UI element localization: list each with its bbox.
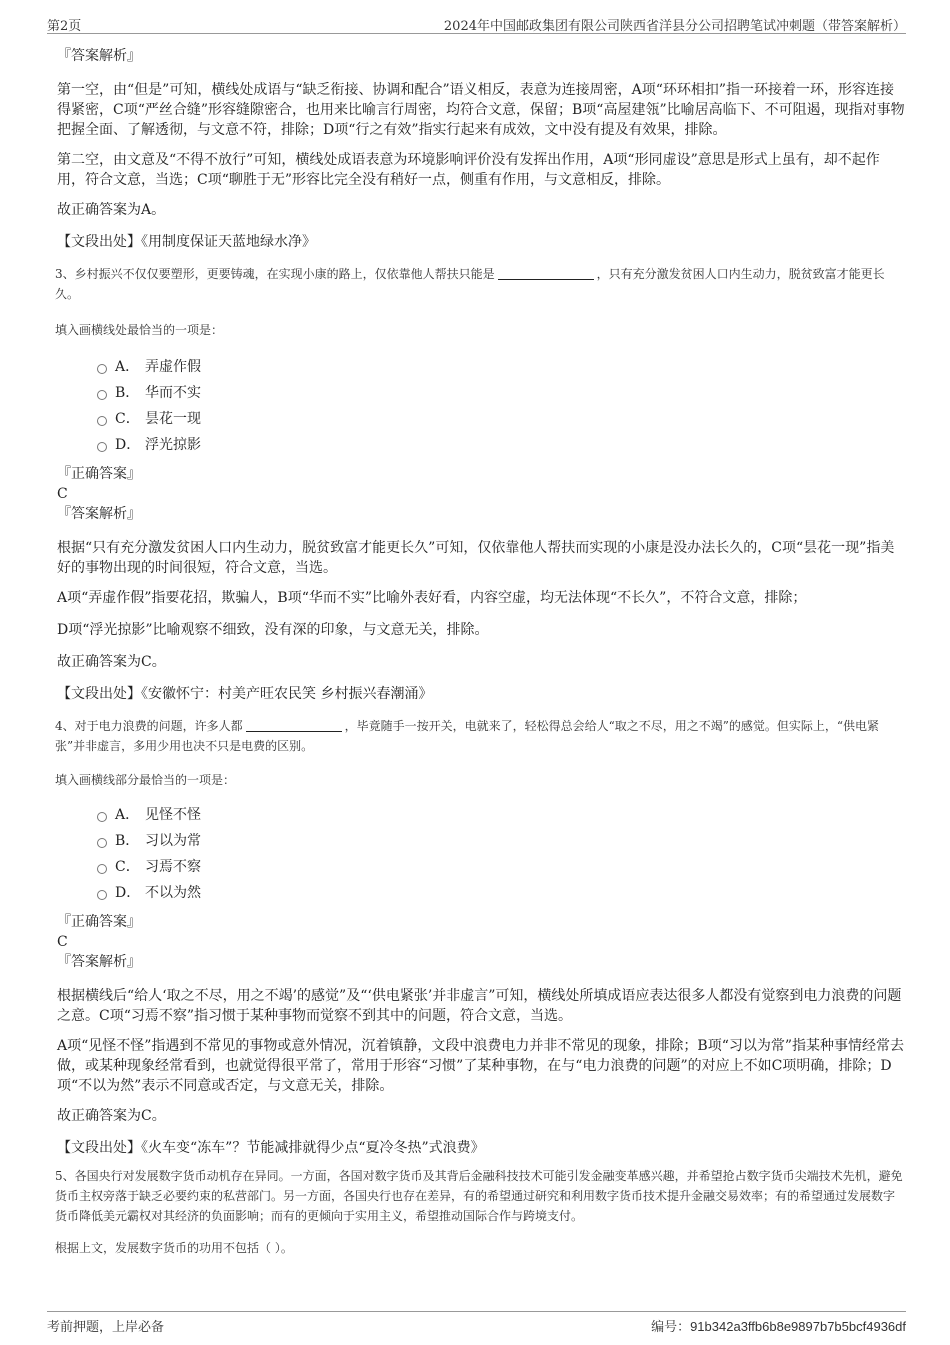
q4-option-a[interactable]: A． 见怪不怪 <box>97 802 906 828</box>
radio-icon[interactable] <box>97 442 107 452</box>
q3-correct-answer: C <box>57 486 68 502</box>
q3-analysis-para2: A项“弄虚作假”指要花招，欺骗人，B项“华而不实”比喻外表好看，内容空虚，均无法体现“不长久”，不符合文意，排除； <box>57 590 807 606</box>
q3-answer-blank <box>498 266 594 280</box>
q2-analysis-para2: 第二空，由文意及“不得不放行”可知，横线处成语表意为环境影响评价没有发挥出作用，A项“形同虚设”意思是形式上虽有，却不起作用，符合文意，当选；C项“聊胜于无”形容比完全没有稍好一点，侧重有作用，与文意相反，排除。 <box>57 152 880 188</box>
q4-options <box>97 802 906 906</box>
q4-stem: 4、对于电力浪费的问题，许多人都 ，毕竟随手一按开关，电就来了，轻松得总会给人“取之不尽，用之不竭”的感觉。但实际上，“供电紧张”并非虚言，多用少用也决不只是电费的区别。 <box>55 719 880 753</box>
radio-icon[interactable] <box>97 364 107 374</box>
q4-answer-blank <box>246 718 342 732</box>
q5-prompt: 根据上文，发展数字货币的功用不包括（ ）。 <box>55 1241 293 1255</box>
q5-stem: 5、各国央行对发展数字货币动机存在异同。一方面，各国对数字货币及其背后金融科技技术可能引发金融变革感兴趣，并希望抢占数字货币尖端技术先机，避免货币主权旁落于缺乏必要约束的私营部门。另一方面，各国央行也存在差异，有的希望通过研究和利用数字货币技术提升金融交易效率；有的希望通过发展数字货币降低美元霸权对其经济的负面影响；而有的更倾向于实用主义，希望推动国际合作与跨境支付。 <box>55 1169 903 1223</box>
q4-analysis-para2: A项“见怪不怪”指遇到不常见的事物或意外情况，沉着镇静，文段中浪费电力并非不常见的现象，排除；B项“习以为常”指某种事情经常去做，或某种现象经常看到，也就觉得很平常了，常用于形容“习惯”了某种事物，在与“电力浪费的问题”的对应上不如C项明确，排除；D项“不以为然”表示不同意或否定，与文意无关，排除。 <box>57 1038 905 1094</box>
document-title: 2024年中国邮政集团有限公司陕西省洋县分公司招聘笔试冲刺题（带答案解析） <box>443 19 906 34</box>
radio-icon[interactable] <box>97 890 107 900</box>
q3-analysis-para1: 根据“只有充分激发贫困人口内生动力，脱贫致富才能更长久”可知，仅依靠他人帮扶而实现的小康是没办法长久的，C项“昙花一现”指美好的事物出现的时间很短，符合文意，当选。 <box>57 540 895 576</box>
q4-analysis-label: 『答案解析』 <box>57 954 141 970</box>
q3-option-a[interactable]: A． 弄虚作假 <box>97 354 906 380</box>
q3-option-b[interactable]: B． 华而不实 <box>97 380 906 406</box>
q2-conclusion: 故正确答案为A。 <box>57 202 166 218</box>
q3-source: 【文段出处】《安徽怀宁：村美产旺农民笑 乡村振兴春潮涌》 <box>57 686 433 702</box>
q4-option-d[interactable]: D． 不以为然 <box>97 880 906 906</box>
q3-analysis-para3: D项“浮光掠影”比喻观察不细致，没有深的印象，与文意无关，排除。 <box>57 622 489 638</box>
q4-option-c[interactable]: C． 习焉不察 <box>97 854 906 880</box>
q3-analysis-label: 『答案解析』 <box>57 506 141 522</box>
radio-icon[interactable] <box>97 390 107 400</box>
q4-option-b[interactable]: B． 习以为常 <box>97 828 906 854</box>
q3-stem: 3、乡村振兴不仅仅要塑形，更要铸魂，在实现小康的路上，仅依靠他人帮扶只能是 ，只有充分激发贫困人口内生动力，脱贫致富才能更长久。 <box>55 267 885 301</box>
q2-analysis-para1: 第一空，由“但是”可知，横线处成语与“缺乏衔接、协调和配合”语义相反，表意为连接周密，A项“环环相扣”指一环接着一环，形容连接得紧密，C项“严丝合缝”形容缝隙密合，也用来比喻言行周密，均符合文意，保留；B项“高屋建瓴”比喻居高临下、不可阻遏，现指对事物把握全面、了解透彻，与文意不符，排除；D项“行之有效”指实行起来有成效，文中没有提及有效果，排除。 <box>57 82 905 138</box>
page-header <box>47 13 906 34</box>
q4-analysis-para1: 根据横线后“给人‘取之不尽，用之不竭’的感觉”及“‘供电紧张’并非虚言”可知，横线处所填成语应表达很多人都没有觉察到电力浪费的问题之意。C项“习焉不察”指习惯于某种事物而觉察不到其中的问题，符合文意，当选。 <box>57 988 902 1024</box>
document-body <box>57 46 906 1258</box>
q2-source: 【文段出处】《用制度保证天蓝地绿水净》 <box>57 234 316 250</box>
footer-motto: 考前押题，上岸必备 <box>47 1320 165 1335</box>
radio-icon[interactable] <box>97 416 107 426</box>
q3-prompt: 填入画横线处最恰当的一项是： <box>55 323 224 337</box>
q2-analysis-label: 『答案解析』 <box>57 48 141 64</box>
q3-correct-label: 『正确答案』 <box>57 466 141 482</box>
q3-conclusion: 故正确答案为C。 <box>57 654 166 670</box>
radio-icon[interactable] <box>97 864 107 874</box>
q3-options <box>97 354 906 458</box>
page-footer <box>47 1311 906 1335</box>
q4-conclusion: 故正确答案为C。 <box>57 1108 166 1124</box>
page-number: 第2页 <box>47 19 82 34</box>
radio-icon[interactable] <box>97 812 107 822</box>
q3-option-c[interactable]: C． 昙花一现 <box>97 406 906 432</box>
radio-icon[interactable] <box>97 838 107 848</box>
q4-source: 【文段出处】《火车变“冻车”？节能减排就得少点“夏冷冬热”式浪费》 <box>57 1140 485 1156</box>
q3-option-d[interactable]: D． 浮光掠影 <box>97 432 906 458</box>
q4-prompt: 填入画横线部分最恰当的一项是： <box>55 773 236 787</box>
q4-correct-label: 『正确答案』 <box>57 914 141 930</box>
q4-correct-answer: C <box>57 934 68 950</box>
document-code: 编号：91b342a3ffb6b8e9897b7b5bcf4936df <box>651 1319 906 1334</box>
